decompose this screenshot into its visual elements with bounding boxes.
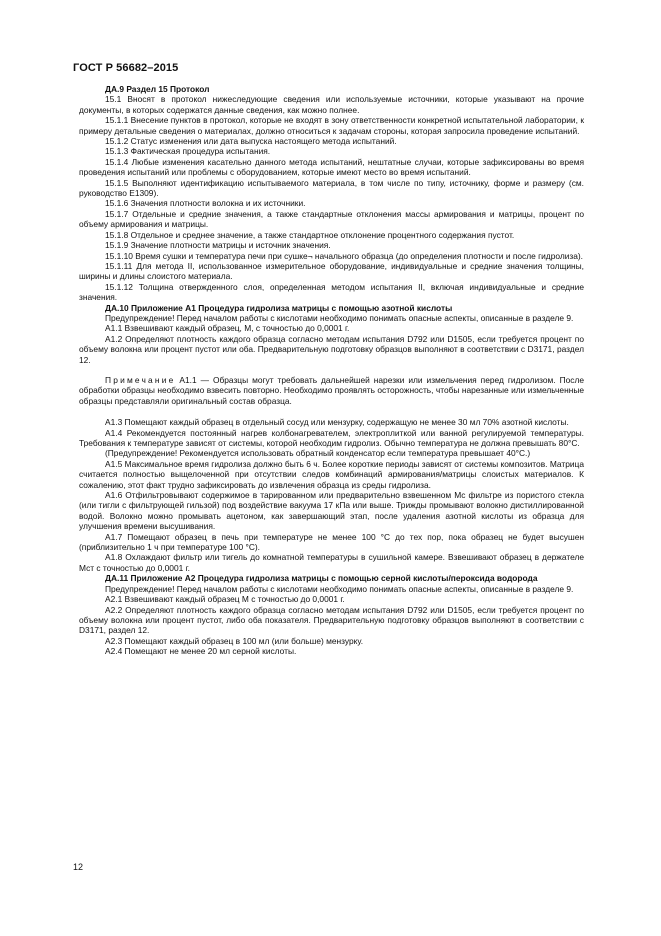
section-heading: ДА.10 Приложение А1 Процедура гидролиза матрицы с помощью азотной кислоты [105, 302, 453, 313]
paragraph: 15.1.4 Любые изменения касательно данного метода испытаний, нештатные случаи, которые зафиксированы во время проведения испытаний или проблемы с оборудованием, которые имеют место во время испытаний. [79, 156, 584, 178]
paragraph: А1.8 Охлаждают фильтр или тигель до комнатной температуры в сушильной камере. Взвешивают образец в держателе Мст с точностью до 0,0001 г. [79, 552, 584, 573]
paragraph: А1.7 Помещают образец в печь при температуре не менее 100 °С до тех пор, пока образец не будет высушен (приблизительно 1 ч при температуре 100 °С). [79, 531, 584, 553]
page-number: 12 [73, 862, 84, 872]
paragraph: 15.1.11 Для метода II, использованное измерительное оборудование, индивидуальные и средние значения толщины, ширины и длины слоистого материала. [79, 260, 584, 282]
paragraph: А1.5 Максимальное время гидролиза должно быть 6 ч. Более короткие периоды зависят от системы композитов. Матрица считается полностью выщелоченной при отсутствии следов комбинаций армирования/матрицы слоистых материалов. К сожалению, этот факт трудно зафиксировать до извлечения образца из среды гидролиза. [79, 458, 584, 490]
paragraph: 15.1.12 Толщина отвержденного слоя, определенная методом испытания II, включая индивидуальные и средние значения. [79, 281, 584, 303]
note-paragraph [79, 375, 584, 406]
paragraph: (Предупреждение! Рекомендуется использовать обратный конденсатор если температура превышает 40°С.) [105, 448, 531, 459]
paragraph: 15.1.5 Выполняют идентификацию испытываемого материала, в том числе по типу, источнику, форме и размеру (см. руководство Е1309). [79, 177, 584, 199]
paragraph: 15.1.8 Отдельное и среднее значение, а также стандартное отклонение процентного содержания пустот. [105, 229, 515, 240]
paragraph: 15.1.9 Значение плотности матрицы и источник значения. [105, 240, 331, 251]
paragraph: А1.2 Определяют плотность каждого образца согласно методам испытания D792 или D1505, если требуется процент по объему волокна или процент пустот или оба. Предварительную подготовку образцов выполняют в соответствии с D3171, раздел 12. [79, 333, 584, 365]
paragraph: 15.1.3 Фактическая процедура испытания. [105, 146, 271, 157]
paragraph: 15.1.2 Статус изменения или дата выпуска настоящего метода испытаний. [105, 136, 397, 147]
document-body [79, 84, 584, 657]
paragraph: Предупреждение! Перед началом работы с кислотами необходимо понимать опасные аспекты, описанные в разделе 9. [105, 312, 574, 323]
paragraph: А1.3 Помещают каждый образец в отдельный сосуд или мензурку, содержащую не менее 30 мл 70% азотной кислоты. [105, 417, 569, 428]
section-heading: ДА.11 Приложение А2 Процедура гидролиза матрицы с помощью серной кислоты/пероксида водорода [105, 573, 538, 584]
paragraph: А2.2 Определяют плотность каждого образца согласно методам испытания D792 или D1505, если требуется процент по объему волокна или процент пустот, либо оба показателя. Предварительную подготовку образцов выполняют в соответствии с D3171, раздел 12. [79, 604, 584, 636]
paragraph: 15.1.7 Отдельные и средние значения, а также стандартные отклонения массы армирования и матрицы, процент по объему армирования и матрицы. [79, 208, 584, 230]
paragraph: А2.4 Помещают не менее 20 мл серной кислоты. [105, 646, 297, 657]
note-label: Примечание [105, 374, 176, 385]
paragraph: А1.1 Взвешивают каждый образец, М, с точностью до 0,0001 г. [105, 323, 350, 334]
paragraph: А2.1 Взвешивают каждый образец М с точностью до 0,0001 г. [105, 594, 345, 605]
paragraph: Предупреждение! Перед началом работы с кислотами необходимо понимать опасные аспекты, описанные в разделе 9. [105, 583, 574, 594]
paragraph: 15.1.10 Время сушки и температура печи при сушке¬ начального образца (до определения плотности и после гидролиза). [105, 250, 584, 261]
section-heading: ДА.9 Раздел 15 Протокол [105, 84, 210, 94]
paragraph: 15.1.6 Значения плотности волокна и их источники. [105, 198, 306, 209]
paragraph: А1.6 Отфильтровывают содержимое в тарированном или предварительно взвешенном Мс фильтре из пористого стекла (или тигли с фильтрующей гильзой) под воздействие вакуума 17 кПа или выше. Трижды промывают волокно дистиллированной водой. Волокно можно промывать ацетоном, как завершающий этап, после удаления азотной кислоты из образца для улучшения времени высушивания. [79, 490, 584, 532]
note-text: А1.1 — Образцы могут требовать дальнейшей нарезки или измельчения перед гидролизом. После обработки образцы необходимо взвесить повторно. Необходимо проявлять осторожность, чтобы нарезанные или измельченные образцы представляли оригинальный состав образца. [79, 374, 584, 406]
paragraph: А2.3 Помещают каждый образец в 100 мл (или больше) мензурку. [105, 635, 364, 646]
paragraph: 15.1.1 Внесение пунктов в протокол, которые не входят в зону ответственности конкретной испытательной лаборатории, к примеру детальные сведения о материалах, должно относиться к задачам стороны, которая запросила проведение испытаний. [79, 115, 584, 136]
paragraph: 15.1 Вносят в протокол нижеследующие сведения или используемые источники, которые указывают на прочие документы, в которых содержатся данные сведения, как можно полнее. [79, 94, 584, 115]
document-header: ГОСТ Р 56682–2015 [73, 62, 179, 74]
paragraph: А1.4 Рекомендуется постоянный нагрев колбонагревателем, электроплиткой или ванной регулируемой температуры. Требования к температуре зависят от системы, которой необходим гидролиз. Обычно температура не должна превышать 80°С. [79, 427, 584, 448]
